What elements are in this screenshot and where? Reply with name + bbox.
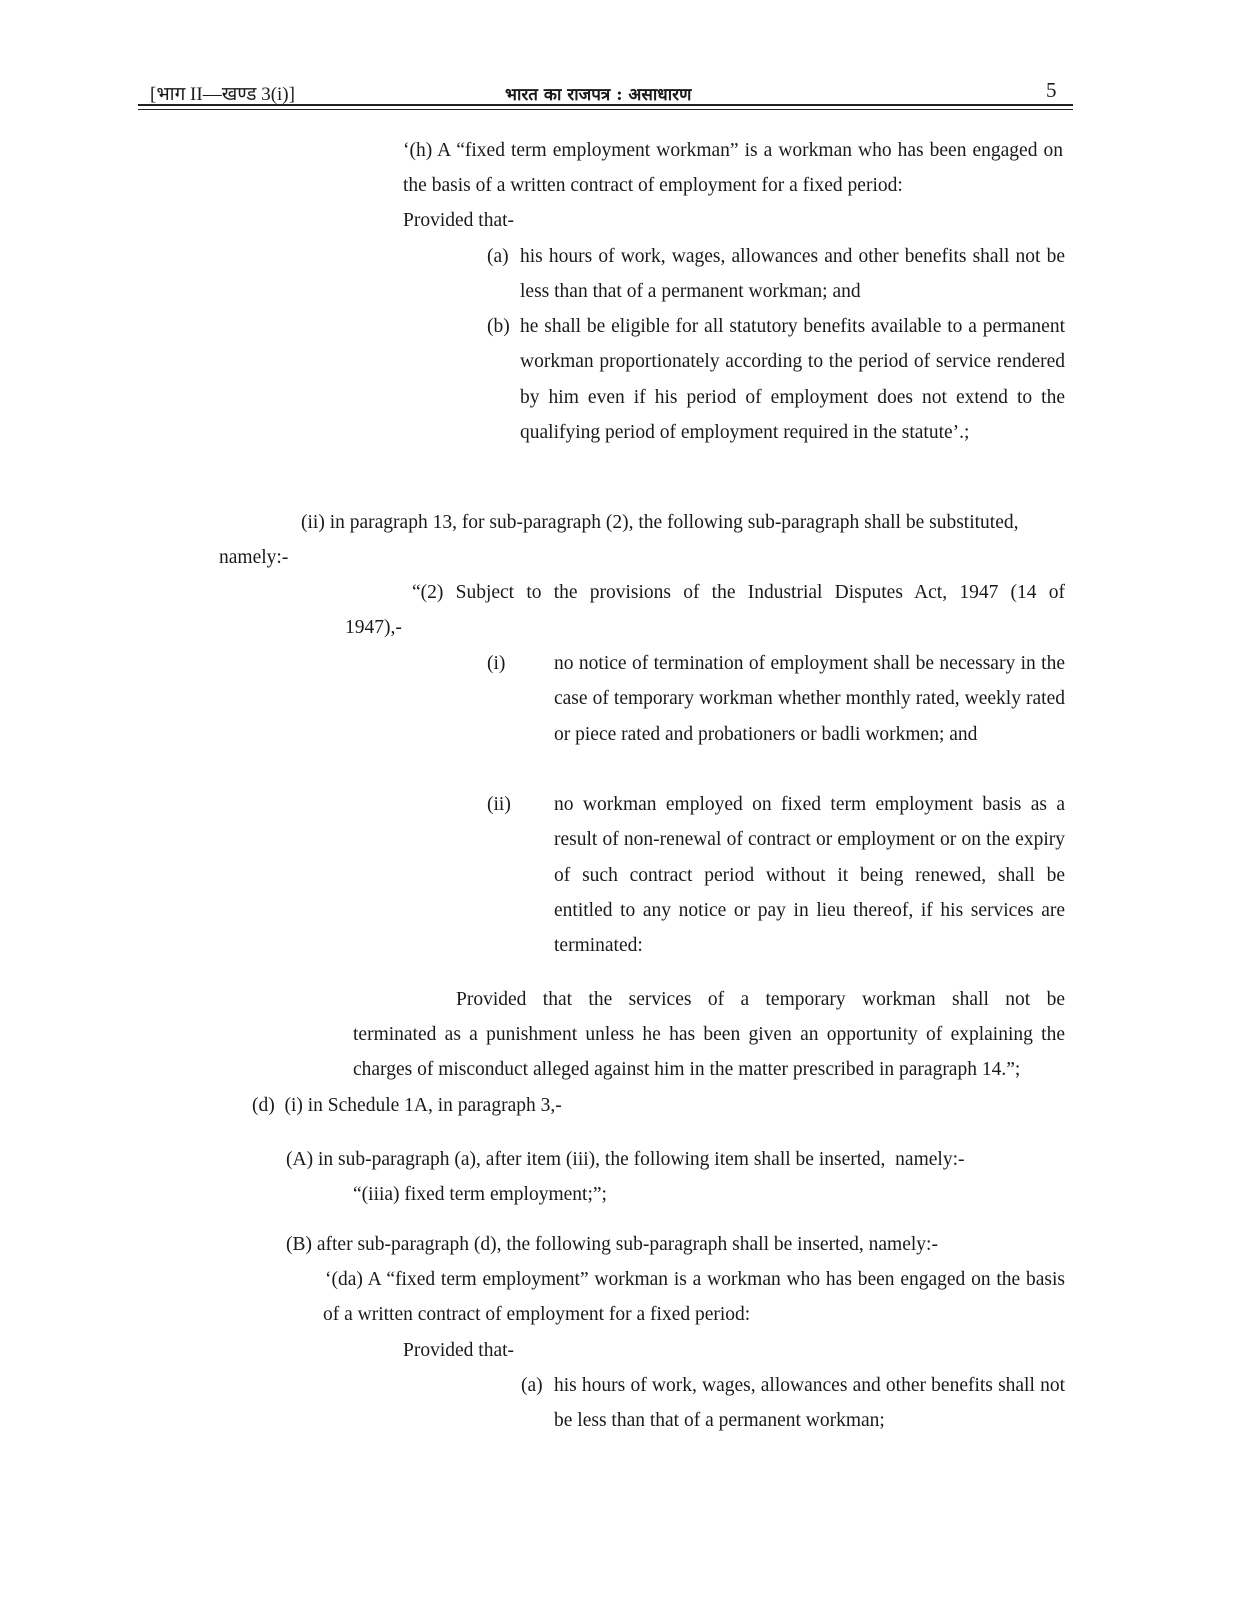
clause-da-proviso-heading: Provided that- xyxy=(403,1340,515,1361)
sub-para-2-intro: “(2) Subject to the provisions of the Industrial Disputes Act, 1947 (14 of xyxy=(412,582,1065,603)
clause-d-heading: (d) (i) in Schedule 1A, in paragraph 3,- xyxy=(252,1095,562,1116)
clause-h-definition: ‘(h) A “fixed term employment workman” is a workman who has been engaged on the basis of a written contract of employment for a fixed period: xyxy=(403,140,1063,197)
clause-da-item-a-text: his hours of work, wages, allowances and other benefits shall not be less than that of a permanent workman; xyxy=(554,1375,1065,1432)
clause-A-inserted-item: “(iiia) fixed term employment;”; xyxy=(353,1184,607,1205)
clause-h-item-a-number: (a) xyxy=(487,246,509,267)
clause-h-proviso-heading: Provided that- xyxy=(403,210,515,231)
clause-da-item-a-number: (a) xyxy=(521,1375,543,1396)
clause-B-instruction: (B) after sub-paragraph (d), the following sub-paragraph shall be inserted, namely:- xyxy=(286,1234,938,1255)
clause-h-item-b-text: he shall be eligible for all statutory benefits available to a permanent workman proportionately according to the period of service rendered by him even if his period of employment does not extend to the qualifying period of employment required in the statute’.; xyxy=(520,316,1065,443)
page-number: 5 xyxy=(1046,78,1057,102)
clause-h-item-b-number: (b) xyxy=(487,316,510,337)
clause-h-item-a-text: his hours of work, wages, allowances and other benefits shall not be less than that of a permanent workman; and xyxy=(520,246,1065,303)
sub-para-2-item-i-text: no notice of termination of employment shall be necessary in the case of temporary workman whether monthly rated, weekly rated or piece rated and probationers or badli workmen; and xyxy=(554,653,1065,745)
sub-para-2-intro-cont: 1947),- xyxy=(345,617,402,638)
clause-da-definition: ‘(da) A “fixed term employment” workman is a workman who has been engaged on the basis of a written contract of employment for a fixed period: xyxy=(323,1269,1065,1326)
header-rule-bottom xyxy=(138,109,1073,110)
clause-A-instruction: (A) in sub-paragraph (a), after item (iii), the following item shall be inserted, namely:- xyxy=(286,1149,965,1170)
gazette-title: भारत का राजपत्र : असाधारण xyxy=(505,85,692,105)
sub-para-2-item-i-number: (i) xyxy=(487,653,506,674)
sub-para-2-item-ii-text: no workman employed on fixed term employment basis as a result of non-renewal of contract or employment or on the expiry of such contract period without it being renewed, shall be entitled to any notice or pay in lieu thereof, if his services are terminated: xyxy=(554,794,1065,957)
header-rule-top xyxy=(138,104,1073,106)
sub-para-2-item-ii-number: (ii) xyxy=(487,794,511,815)
para-13-instruction-cont: namely:- xyxy=(219,547,289,568)
gazette-part-label: [भाग II—खण्ड 3(i)] xyxy=(150,84,295,105)
proviso-first-line: Provided that the services of a temporary workman shall not be xyxy=(456,989,1065,1010)
proviso-text: terminated as a punishment unless he has been given an opportunity of explaining the charges of misconduct alleged against him in the matter prescribed in paragraph 14.”; xyxy=(353,1024,1065,1081)
para-13-instruction: (ii) in paragraph 13, for sub-paragraph (2), the following sub-paragraph shall be substituted, xyxy=(301,512,1019,533)
